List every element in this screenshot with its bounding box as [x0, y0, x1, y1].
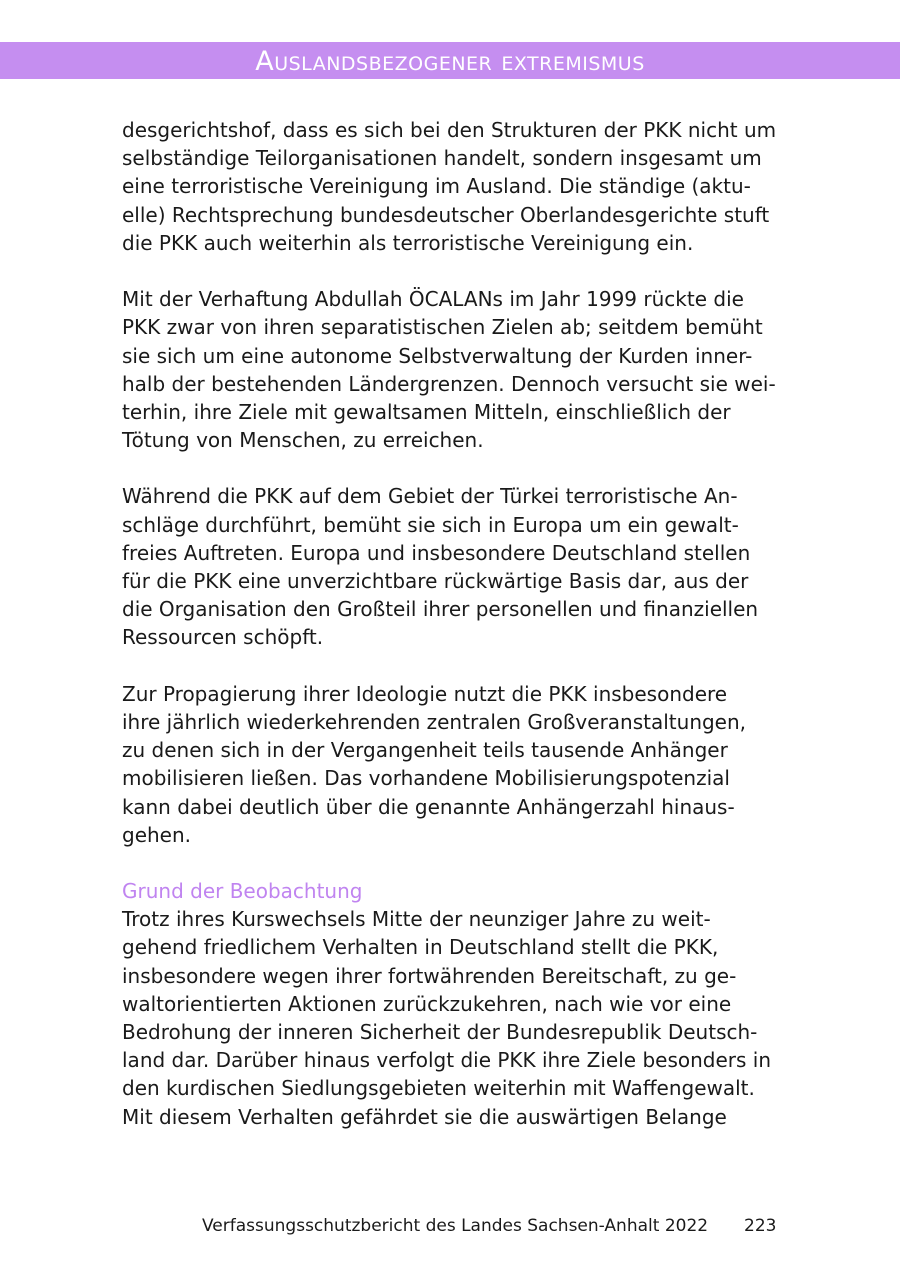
text-line: elle) Rechtsprechung bundesdeutscher Oberlandesgerichte stuft [122, 202, 770, 227]
text-line: Mit der Verhaftung Abdullah ÖCALANs im Jahr 1999 rückte die [122, 287, 744, 312]
text-line: Zur Propagierung ihrer Ideologie nutzt die PKK insbesondere [122, 681, 728, 706]
text-line: den kurdischen Siedlungsgebieten weiterhin mit Waffengewalt. [122, 1076, 755, 1101]
page-body [122, 116, 782, 1131]
text-line: gehen. [122, 822, 192, 847]
body-paragraph [122, 680, 782, 849]
text-line: gehend friedlichem Verhalten in Deutschland stellt die PKK, [122, 935, 719, 960]
text-line: für die PKK eine unverzichtbare rückwärtige Basis dar, aus der [122, 569, 749, 593]
text-line: ihre jährlich wiederkehrenden zentralen Großveranstaltungen, [122, 709, 747, 734]
text-line: eine terroristische Vereinigung im Ausland. Die ständige (aktu- [122, 174, 751, 199]
text-line: halb der bestehenden Ländergrenzen. Dennoch versucht sie wei- [122, 371, 776, 396]
text-line: sie sich um eine autonome Selbstverwaltung der Kurden inner- [122, 343, 753, 368]
text-line: Bedrohung der inneren Sicherheit der Bundesrepublik Deutsch- [122, 1020, 758, 1045]
text-line: terhin, ihre Ziele mit gewaltsamen Mitteln, einschließlich der [122, 399, 731, 424]
body-paragraph [122, 116, 782, 257]
text-line: die PKK auch weiterhin als terroristische Vereinigung ein. [122, 230, 694, 255]
body-paragraph [122, 482, 782, 651]
section-paragraph [122, 905, 782, 1131]
text-line: kann dabei deutlich über die genannte Anhängerzahl hinaus- [122, 794, 735, 819]
text-line: freies Auftreten. Europa und insbesondere Deutschland stellen [122, 540, 751, 565]
text-line: schläge durchführt, bemüht sie sich in Europa um ein gewalt- [122, 512, 739, 537]
text-line: Tötung von Menschen, zu erreichen. [122, 428, 484, 453]
text-line: mobilisieren ließen. Das vorhandene Mobilisierungspotenzial [122, 766, 730, 791]
text-line: Ressourcen schöpft. [122, 625, 324, 650]
chapter-title: Auslandsbezogener extremismus [255, 46, 645, 77]
text-line: selbständige Teilorganisationen handelt, sondern insgesamt um [122, 146, 762, 171]
text-line: Während die PKK auf dem Gebiet der Türkei terroristische An- [122, 484, 738, 509]
text-line: Trotz ihres Kurswechsels Mitte der neunziger Jahre zu weit- [122, 907, 711, 932]
chapter-header-band [0, 42, 900, 79]
body-paragraph [122, 285, 782, 454]
text-line: insbesondere wegen ihrer fortwährenden Bereitschaft, zu ge- [122, 963, 737, 988]
text-line: PKK zwar von ihren separatistischen Zielen ab; seitdem bemüht [122, 315, 763, 340]
text-line: waltorientierten Aktionen zurückzukehren, nach wie vor eine [122, 991, 732, 1016]
text-line: Mit diesem Verhalten gefährdet sie die auswärtigen Belange [122, 1104, 727, 1129]
text-line: land dar. Darüber hinaus verfolgt die PKK ihre Ziele besonders in [122, 1048, 772, 1073]
page-number: 223 [744, 1216, 777, 1236]
text-line: die Organisation den Großteil ihrer personellen und finanziellen [122, 597, 759, 622]
section-heading: Grund der Beobachtung [122, 879, 363, 904]
text-line: zu denen sich in der Vergangenheit teils tausende Anhänger [122, 738, 728, 763]
footer-publication-title: Verfassungsschutzbericht des Landes Sachsen-Anhalt 2022 [202, 1216, 709, 1236]
text-line: desgerichtshof, dass es sich bei den Strukturen der PKK nicht um [122, 118, 777, 142]
